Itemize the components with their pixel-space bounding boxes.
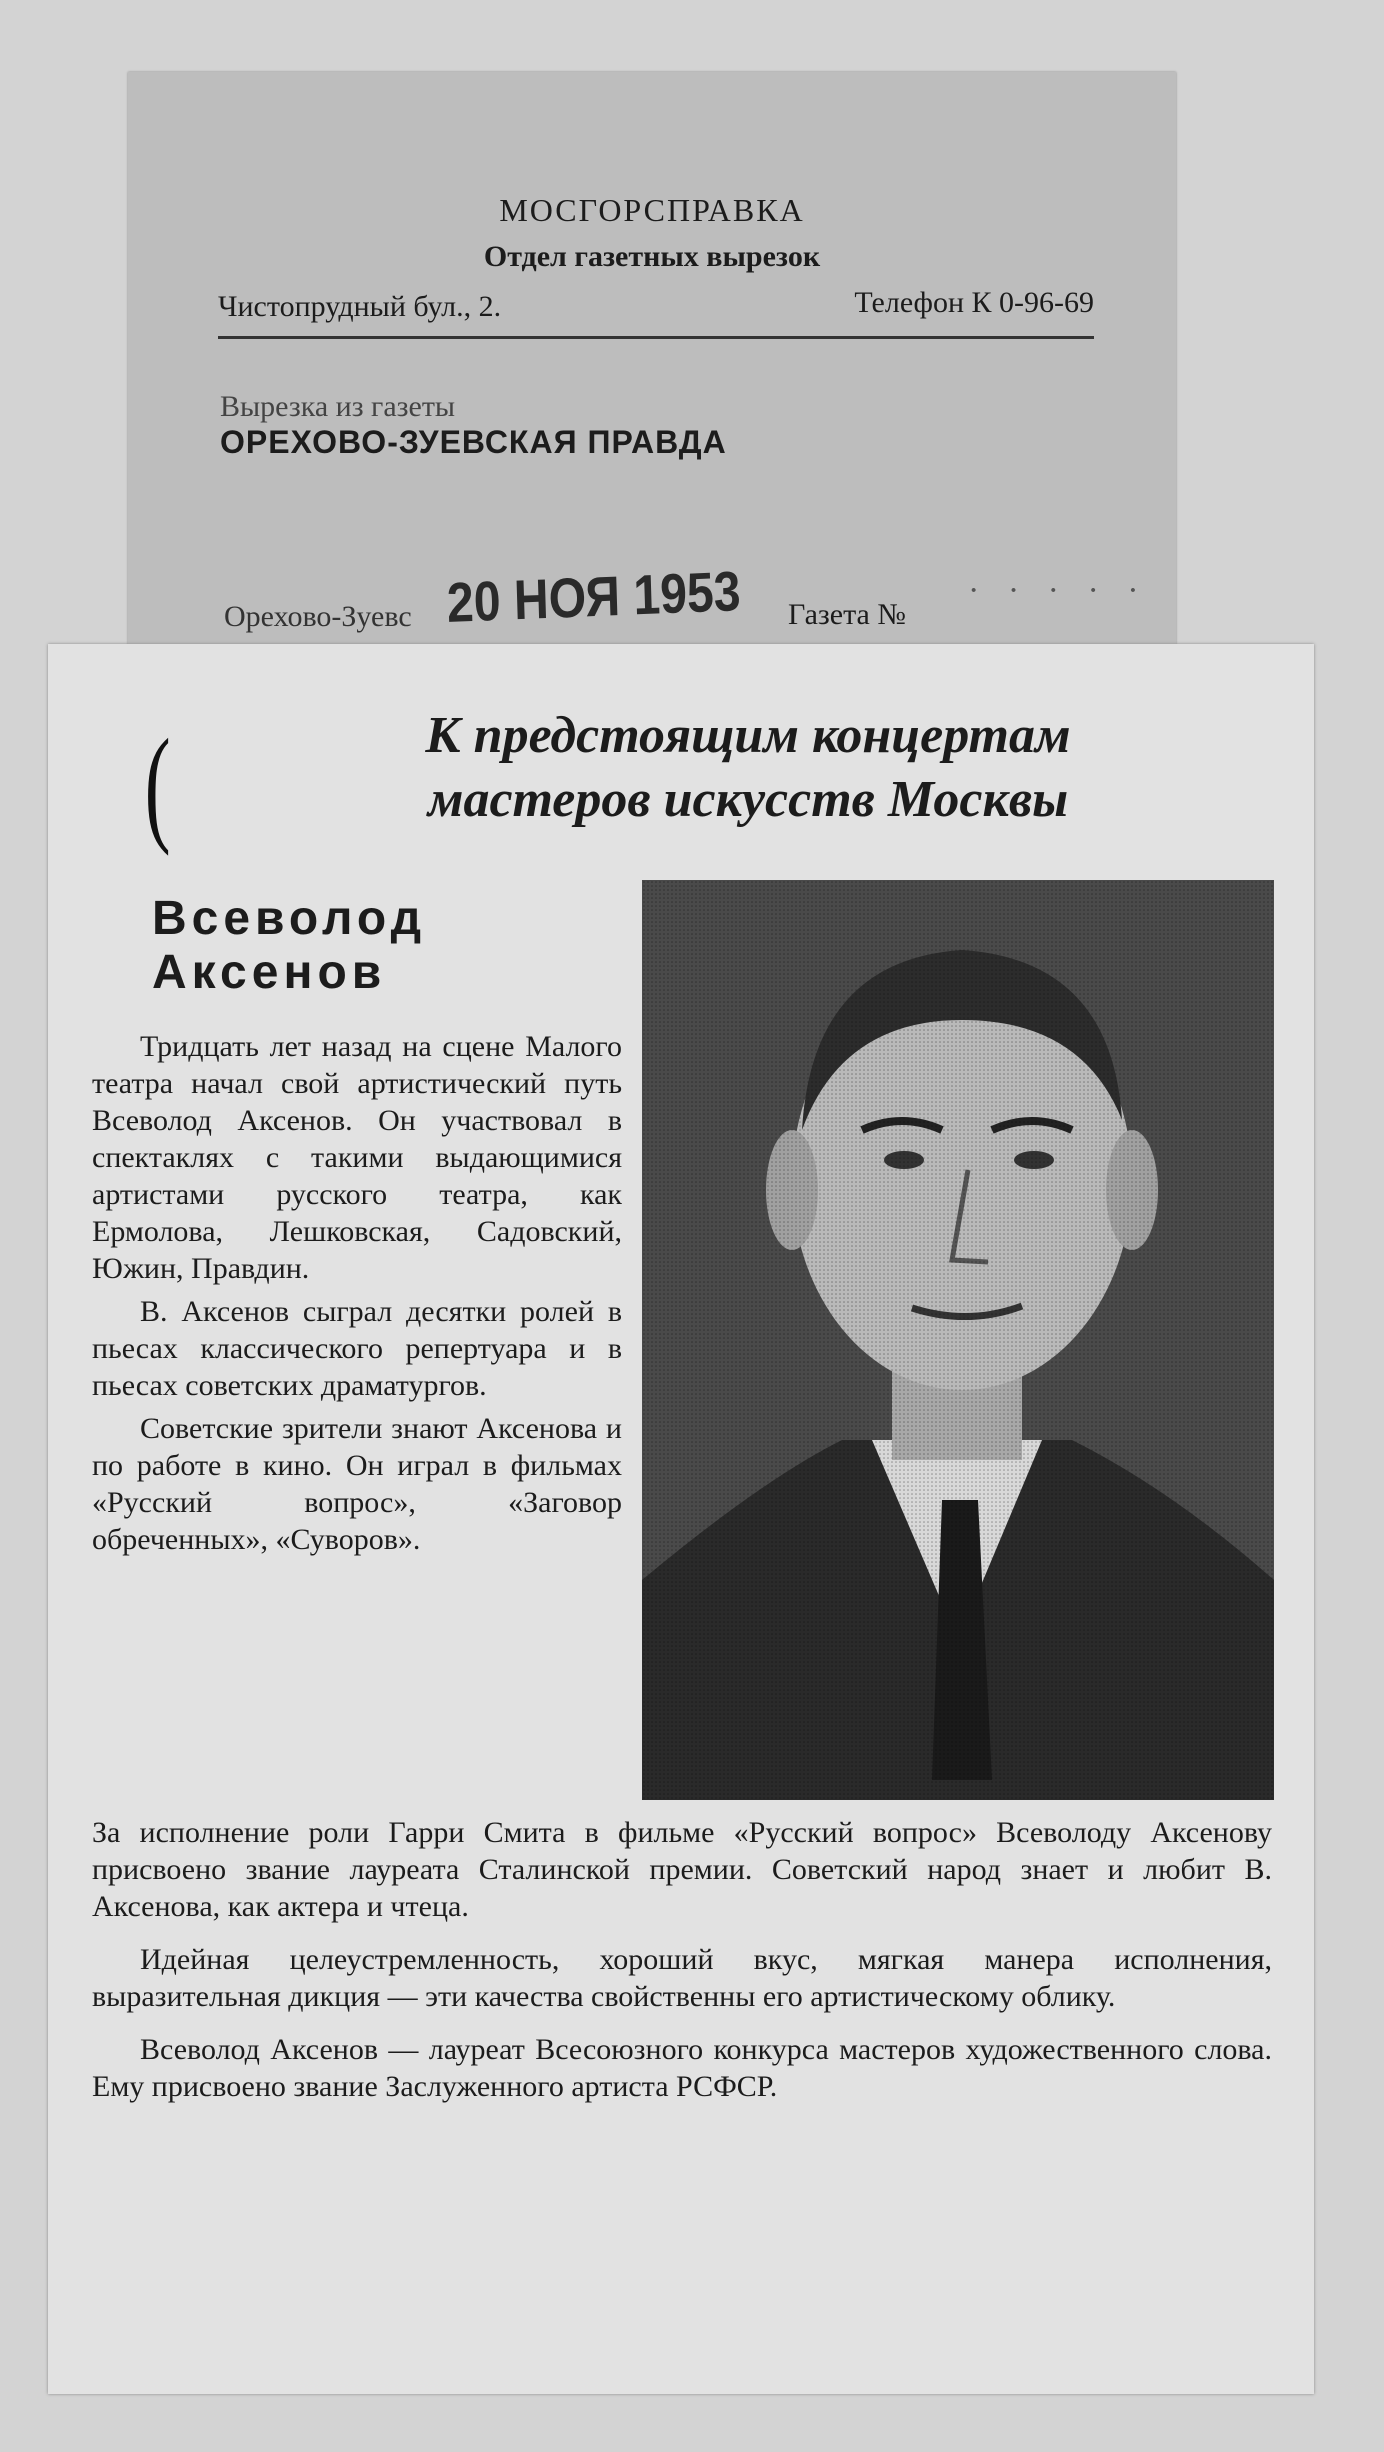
paragraph: Советские зрители знают Аксенова и по работе в кино. Он играл в фильмах «Русский вопрос», «Заговор обреченных», «Суворов».: [92, 1412, 622, 1556]
article-subject-name: [152, 892, 426, 1000]
name-line-1: Всеволод: [152, 892, 427, 945]
paragraph: В. Аксенов сыграл десятки ролей в пьесах классического репертуара и в пьесах советских драматургов.: [92, 1295, 622, 1402]
article-column-text: [92, 1028, 622, 1558]
portrait-photo: [642, 880, 1274, 1800]
paragraph: За исполнение роли Гарри Смита в фильме «Русский вопрос» Всеволоду Аксенову присвоено звание лауреата Сталинской премии. Советский народ знает и любит В. Аксенова, как актера и чтеца.: [92, 1816, 1272, 1923]
heading-line-2: мастеров искусств Москвы: [427, 771, 1069, 828]
article-heading: [298, 704, 1198, 832]
name-line-2: Аксенов: [152, 946, 387, 999]
paragraph: Всеволод Аксенов — лауреат Всесоюзного конкурса мастеров художественного слова. Ему присвоено звание Заслуженного артиста РСФСР.: [92, 2033, 1272, 2103]
clipping-label-card: [128, 72, 1176, 652]
dotted-fill: · · · · ·: [968, 572, 1149, 609]
date-stamp: 20 НОЯ 1953: [446, 559, 742, 634]
paragraph: Идейная целеустремленность, хороший вкус, мягкая манера исполнения, выразительная дикция — эти качества свойственны его артистическому облику.: [92, 1943, 1272, 2013]
heading-line-1: К предстоящим концертам: [425, 707, 1071, 764]
agency-phone: Телефон К 0-96-69: [854, 286, 1094, 319]
gazeta-number-field: Газета №: [788, 598, 906, 631]
cutting-source-label: Вырезка из газеты: [220, 390, 456, 423]
article-full-width-text: [92, 1814, 1272, 2105]
department-title: Отдел газетных вырезок: [483, 240, 821, 273]
newspaper-name: ОРЕХОВО-ЗУЕВСКАЯ ПРАВДА: [220, 424, 727, 460]
agency-title: МОСГОРСПРАВКА: [499, 192, 805, 228]
handwritten-mark: (: [144, 713, 171, 857]
paragraph: Тридцать лет назад на сцене Малого театра начал свой артистический путь Всеволод Аксенов. Он участвовал в спектаклях с такими выдающимися артистами русского театра, как Ермолова, Лешковская, Садовский, Южин, Правдин.: [92, 1030, 622, 1285]
newspaper-clipping: [48, 644, 1314, 2394]
label-divider: [218, 336, 1094, 339]
agency-address: Чистопрудный бул., 2.: [218, 290, 502, 323]
portrait-illustration: [642, 880, 1274, 1800]
city-field: Орехово-Зуевс: [224, 600, 412, 633]
